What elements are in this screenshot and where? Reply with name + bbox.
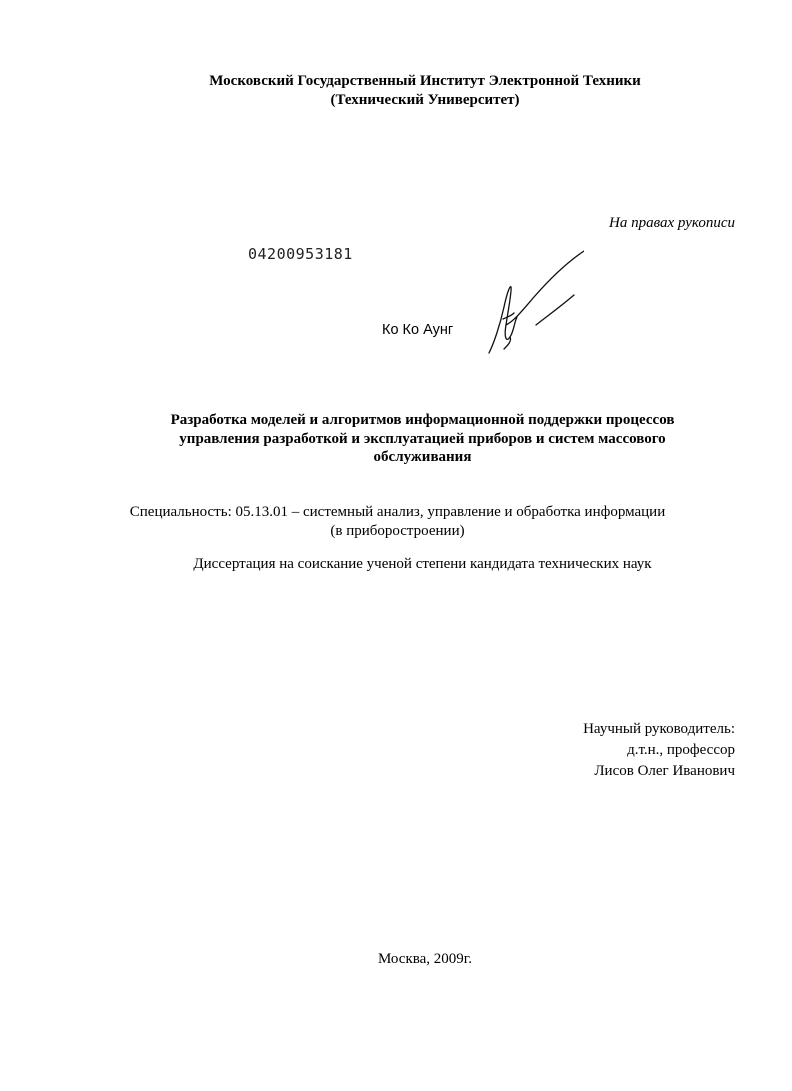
dissertation-title — [120, 411, 725, 467]
speciality-line: Специальность: 05.13.01 – системный анализ, управление и обработка информации — [129, 504, 666, 520]
city-year: Москва, 2009г. — [377, 951, 473, 967]
speciality — [100, 503, 695, 540]
speciality-line: (в приборостроении) — [330, 522, 465, 539]
supervisor-name: Лисов Олег Иванович — [594, 763, 735, 779]
title-line: обслуживания — [373, 449, 472, 465]
supervisor-label: Научный руководитель: — [583, 721, 735, 737]
dissertation-note: Диссертация на соискание ученой степени кандидата технических наук — [193, 556, 652, 572]
title-line: управления разработкой и эксплуатацией приборов и систем массового — [179, 430, 666, 447]
supervisor-degree: д.т.н., профессор — [627, 742, 735, 758]
institute-name: Московский Государственный Институт Электронной Техники — [209, 73, 641, 89]
handwritten-signature — [484, 245, 584, 360]
title-line: Разработка моделей и алгоритмов информационной поддержки процессов — [170, 412, 675, 428]
institute-subtitle: (Технический Университет) — [330, 92, 520, 108]
manuscript-note: На правах рукописи — [609, 215, 735, 231]
institute-header — [60, 72, 790, 110]
supervisor-block — [583, 719, 735, 782]
registration-code: 04200953181 — [248, 245, 353, 263]
author-name: Ко Ко Аунг — [382, 322, 454, 338]
